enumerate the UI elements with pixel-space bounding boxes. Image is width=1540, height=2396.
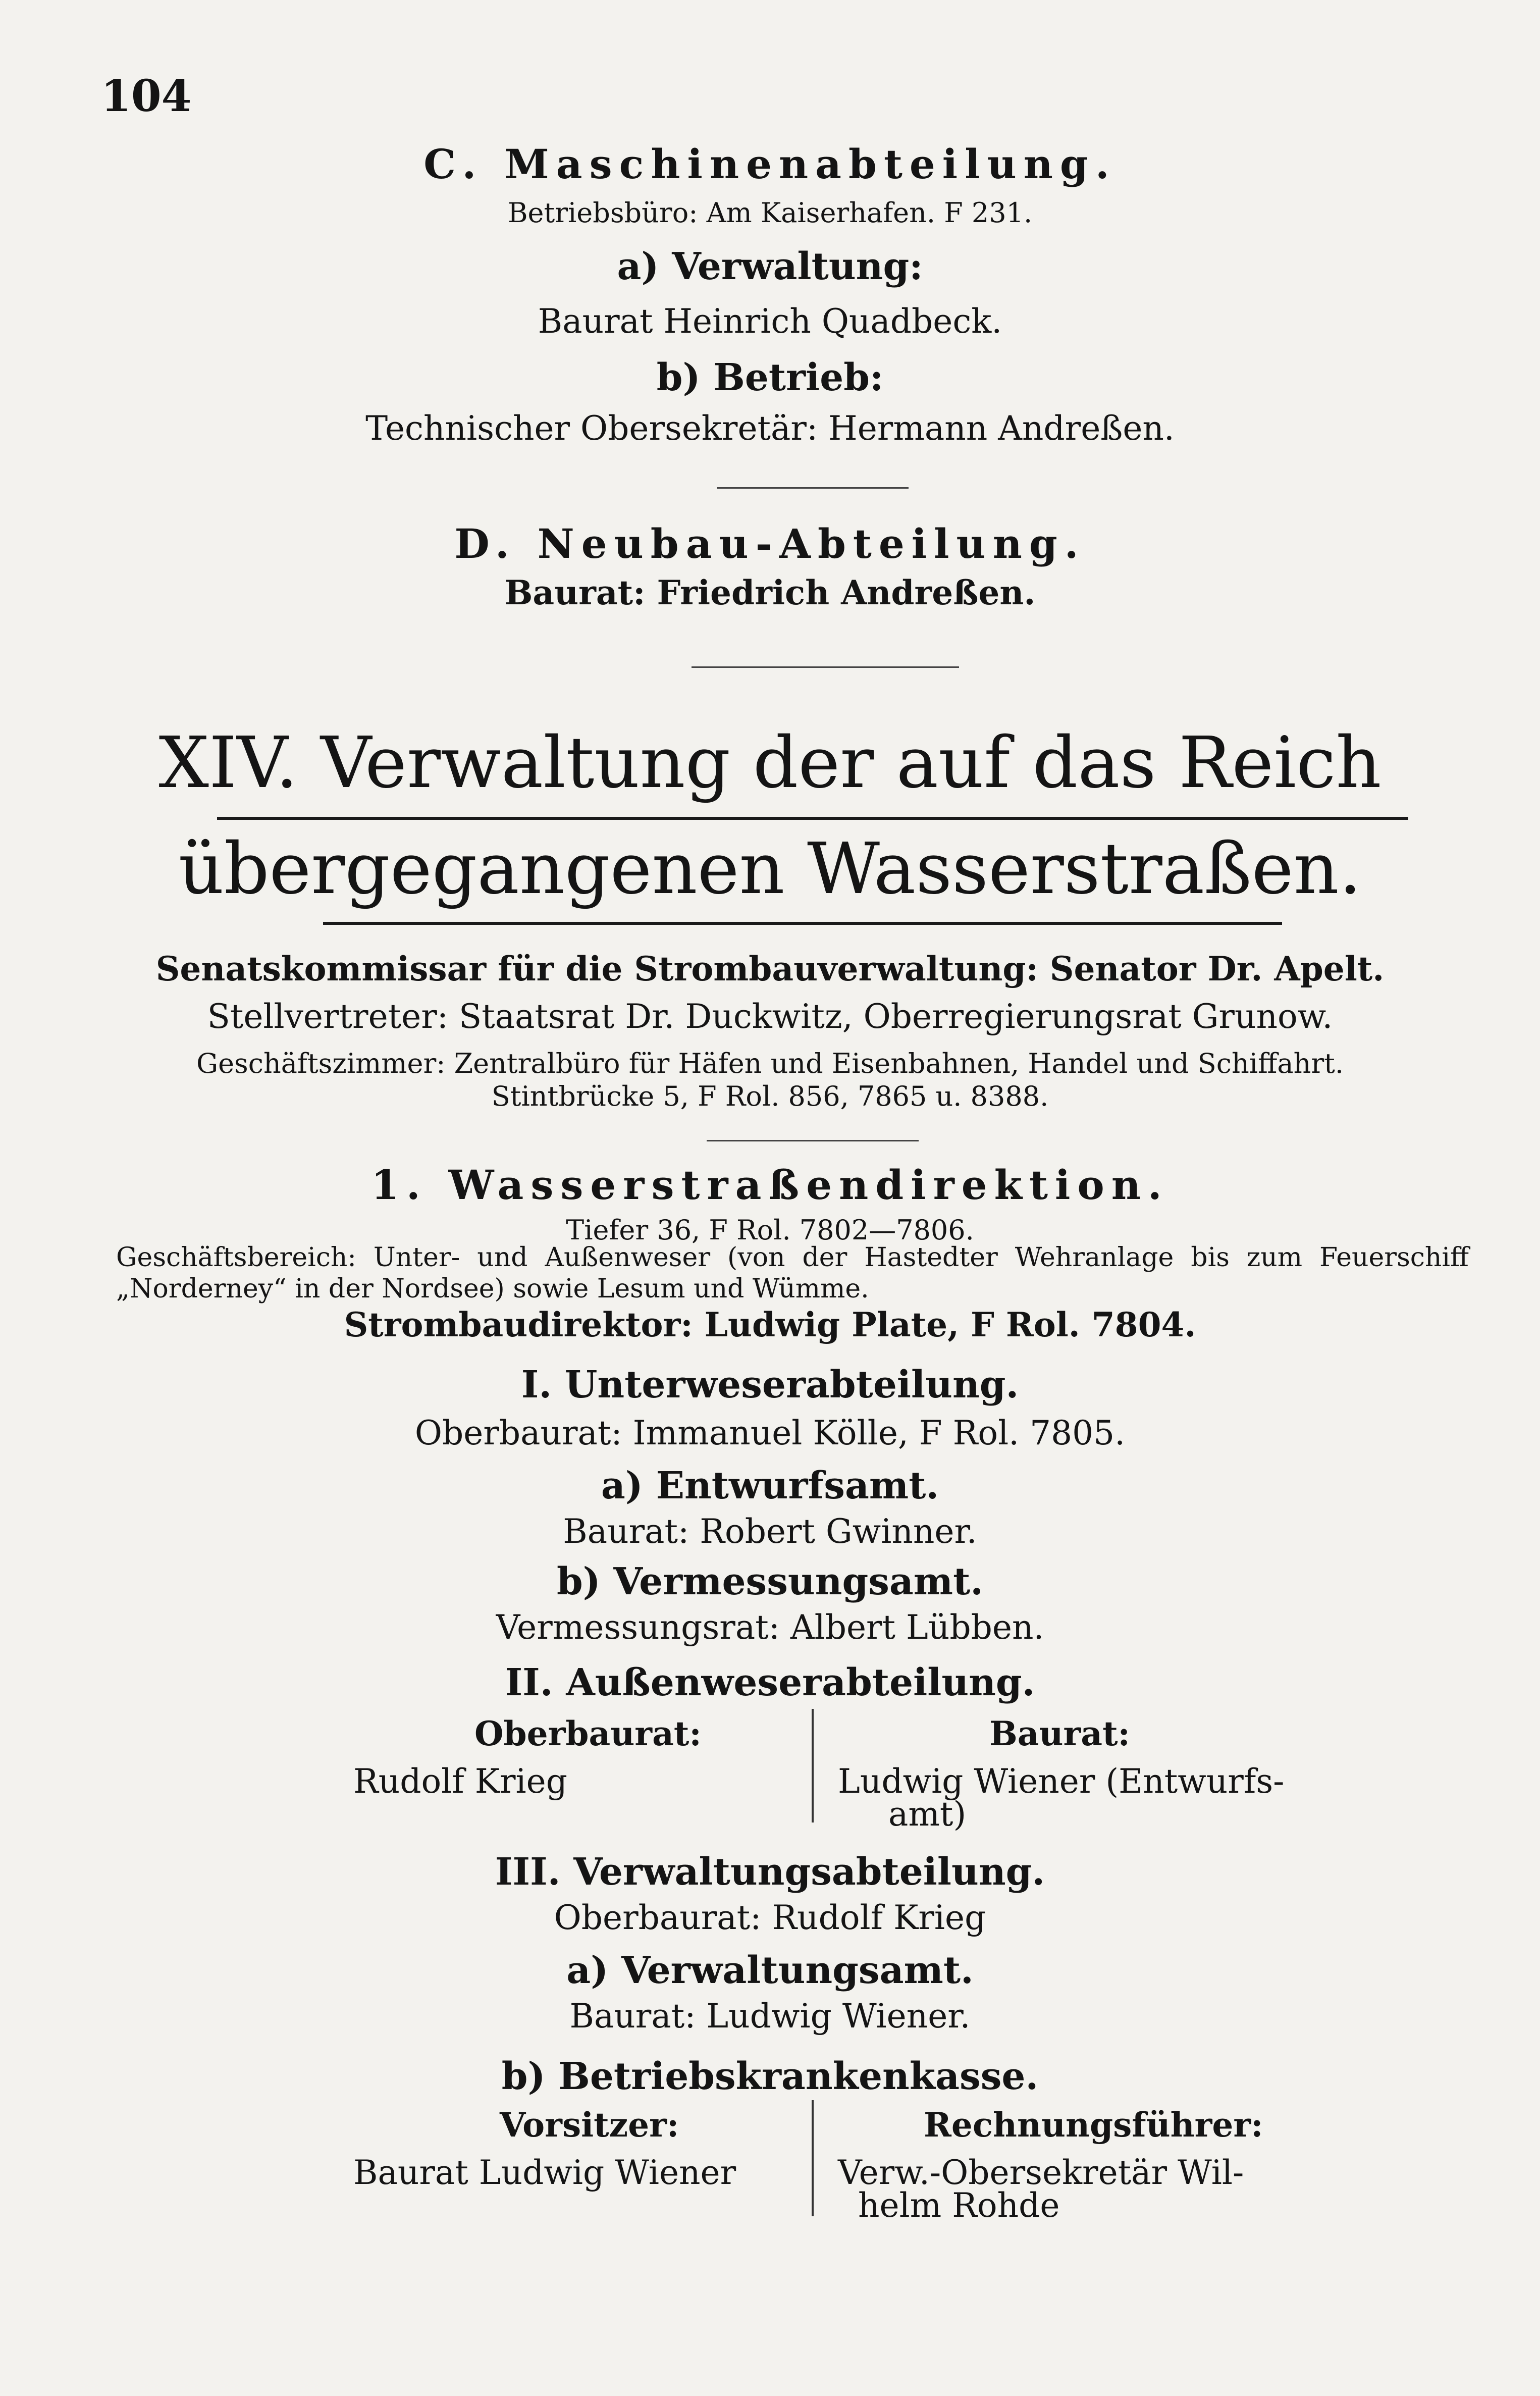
dept-1-b-title: b) Vermessungsamt. — [556, 1560, 984, 1603]
dept-3-left-name: Baurat Ludwig Wiener — [353, 2153, 736, 2192]
chapter-title-line-1: XIV. Verwaltung der auf das Reich — [158, 722, 1382, 804]
dept-2-right-name-2: amt) — [888, 1795, 967, 1834]
directorate-title: 1. Wasserstraßendirektion. — [371, 1161, 1169, 1209]
directorate-scope: Geschäftsbereich: Unter- und Außenweser (von der Hastedter Wehranlage bis zum Feuerschiff „Norderney“ in der Nordsee) sowie Lesum und Wümme. — [116, 1242, 1469, 1304]
dept-2-left-name: Rudolf Krieg — [353, 1762, 567, 1801]
dept-2-right-name-1: Ludwig Wiener (Entwurfs- — [838, 1762, 1285, 1801]
dept-1-a-title: a) Entwurfsamt. — [601, 1464, 939, 1507]
dept-2-title: II. Außenweserabteilung. — [505, 1661, 1035, 1704]
senate-commissioner: Senatskommissar für die Strombauverwaltung: Senator Dr. Apelt. — [155, 949, 1385, 988]
chapter-title-line-2: übergegangenen Wasserstraßen. — [178, 828, 1362, 910]
dept-3-right-label: Rechnungsführer: — [924, 2105, 1263, 2145]
dept-3-head: Oberbaurat: Rudolf Krieg — [554, 1898, 986, 1937]
dept-1-a-person: Baurat: Robert Gwinner. — [563, 1512, 977, 1551]
section-c-title: C. Maschinenabteilung. — [423, 140, 1117, 188]
dept-3-right-name-1: Verw.-Obersekretär Wil- — [838, 2153, 1244, 2192]
column-divider — [812, 2100, 814, 2216]
dept-2-left-label: Oberbaurat: — [474, 1714, 702, 1753]
directorate-address: Tiefer 36, F Rol. 7802—7806. — [566, 1214, 974, 1246]
dept-3-b-title: b) Betriebskrankenkasse. — [501, 2055, 1039, 2098]
dept-2-right-label: Baurat: — [989, 1714, 1130, 1753]
section-d-title: D. Neubau-Abteilung. — [454, 520, 1086, 567]
office-address-line-1: Geschäftszimmer: Zentralbüro für Häfen und Eisenbahnen, Handel und Schiffahrt. — [196, 1048, 1344, 1079]
section-c-b-title: b) Betrieb: — [656, 356, 884, 399]
section-d-person: Baurat: Friedrich Andreßen. — [504, 573, 1036, 612]
page-number: 104 — [101, 71, 192, 122]
dept-1-title: I. Unterweserabteilung. — [521, 1363, 1019, 1407]
title-underline — [323, 922, 1282, 925]
dept-1-head: Oberbaurat: Immanuel Kölle, F Rol. 7805. — [414, 1414, 1126, 1452]
dept-3-a-title: a) Verwaltungsamt. — [566, 1949, 974, 1992]
deputy-line: Stellvertreter: Staatsrat Dr. Duckwitz, Oberregierungsrat Grunow. — [207, 997, 1333, 1036]
dept-3-right-name-2: helm Rohde — [858, 2186, 1060, 2225]
dept-3-a-person: Baurat: Ludwig Wiener. — [569, 1997, 971, 2036]
dept-3-left-label: Vorsitzer: — [500, 2105, 679, 2145]
dept-3-title: III. Verwaltungsabteilung. — [495, 1850, 1045, 1894]
column-divider — [812, 1709, 814, 1822]
divider — [717, 487, 909, 489]
office-address-line-2: Stintbrücke 5, F Rol. 856, 7865 u. 8388. — [491, 1080, 1049, 1112]
divider — [692, 666, 959, 668]
section-c-b-person: Technischer Obersekretär: Hermann Andreßen. — [365, 409, 1175, 448]
section-c-a-title: a) Verwaltung: — [617, 245, 923, 288]
section-c-a-person: Baurat Heinrich Quadbeck. — [538, 302, 1002, 341]
divider — [707, 1140, 919, 1141]
dept-1-b-person: Vermessungsrat: Albert Lübben. — [496, 1608, 1044, 1647]
directorate-director: Strombaudirektor: Ludwig Plate, F Rol. 7804. — [344, 1305, 1196, 1344]
section-c-office: Betriebsbüro: Am Kaiserhafen. F 231. — [507, 197, 1033, 229]
title-underline — [217, 817, 1408, 820]
